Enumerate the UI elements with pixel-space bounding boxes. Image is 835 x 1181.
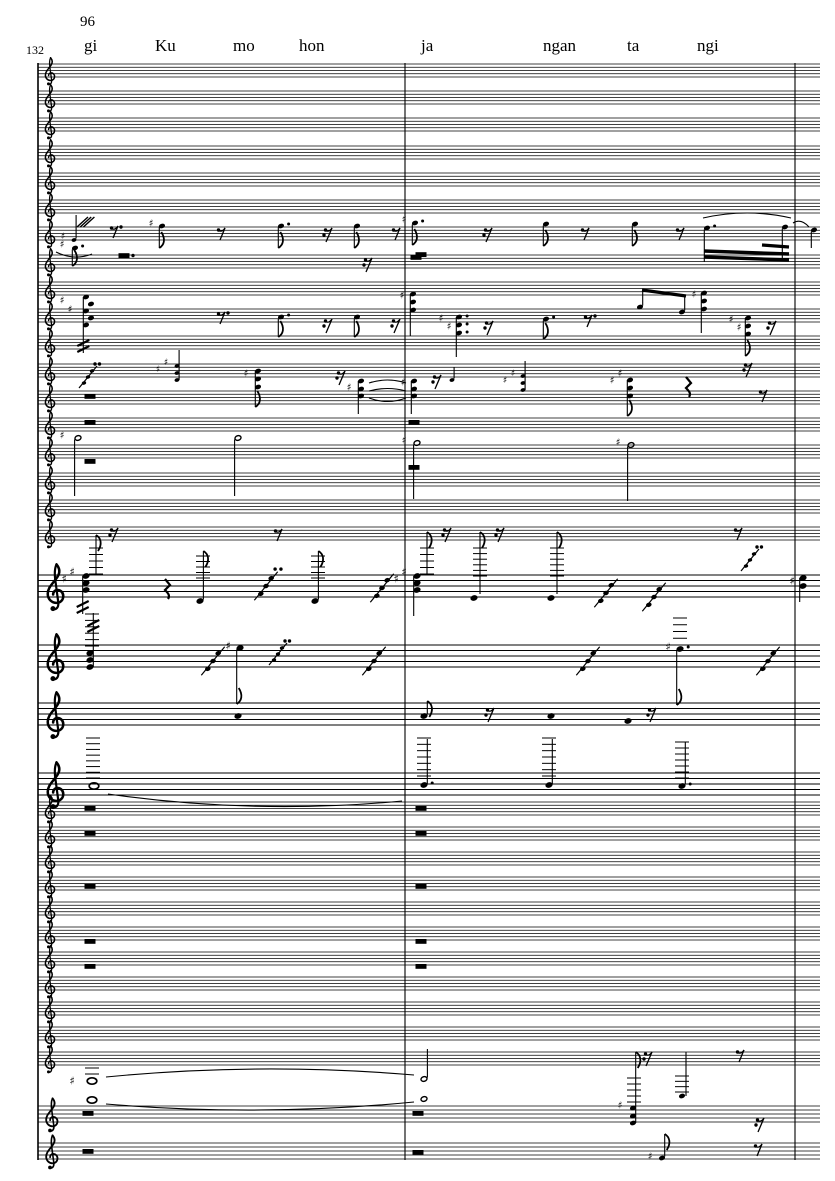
treble-clef-icon — [48, 692, 64, 739]
treble-clef-icon — [45, 330, 54, 358]
flag — [627, 400, 632, 416]
lyric-syllable: hon — [299, 36, 325, 55]
staff — [38, 946, 820, 974]
flag — [632, 230, 637, 246]
notehead — [87, 301, 94, 307]
flag — [636, 1052, 641, 1068]
whole-measure-rest — [85, 806, 96, 811]
treble-clef-icon — [46, 1098, 57, 1132]
lyric-syllable: ngi — [697, 36, 719, 55]
eighth-rest — [584, 228, 589, 240]
whole-measure-rest — [83, 1149, 94, 1154]
treble-clef-icon — [45, 521, 54, 549]
notehead — [74, 435, 81, 441]
sharp-accidental: ♯ — [510, 369, 516, 379]
treble-clef-icon — [45, 112, 54, 140]
staff — [38, 871, 820, 899]
rest-dot — [766, 326, 769, 329]
tie — [703, 213, 791, 218]
lyric-syllable: gi — [84, 36, 98, 55]
flag — [278, 321, 283, 337]
staff — [38, 896, 820, 924]
staff — [38, 112, 820, 140]
sharp-accidental: ♯ — [400, 377, 406, 389]
tie — [106, 1069, 414, 1077]
sharp-accidental: ♯ — [59, 295, 65, 307]
measure-number: 132 — [26, 43, 44, 57]
augmentation-dot — [81, 245, 84, 248]
staff — [38, 439, 820, 467]
beam — [762, 245, 789, 247]
augmentation-dot — [687, 646, 690, 649]
rest-dot — [484, 713, 487, 716]
rest-dot — [119, 225, 122, 228]
rest-dot — [273, 567, 276, 570]
rest-dot — [322, 324, 325, 327]
rest-dot — [108, 533, 111, 536]
augmentation-dot — [287, 223, 290, 226]
treble-clef-icon — [45, 140, 54, 168]
sharp-accidental: ♯ — [393, 572, 399, 586]
sharp-accidental: ♯ — [69, 1074, 75, 1088]
treble-clef-icon — [45, 1046, 54, 1074]
whole-measure-rest — [83, 1111, 94, 1116]
notehead — [678, 1093, 685, 1099]
sharp-accidental: ♯ — [243, 368, 249, 380]
beam — [704, 251, 789, 254]
whole-measure-rest — [413, 1150, 424, 1155]
augmentation-dot — [466, 315, 469, 318]
staff — [38, 412, 820, 440]
sharp-accidental: ♯ — [736, 322, 742, 334]
eighth-rest — [113, 226, 118, 238]
rest-dot — [482, 233, 485, 236]
tie — [56, 252, 92, 257]
notehead — [420, 1076, 427, 1082]
sharp-accidental: ♯ — [691, 289, 697, 301]
treble-clef-icon — [45, 85, 54, 113]
eighth-rest — [737, 528, 742, 540]
whole-measure-rest — [416, 831, 427, 836]
lyric-syllable: ja — [421, 36, 434, 55]
rest-dot — [283, 639, 286, 642]
flag — [543, 323, 548, 339]
rest-dot — [131, 254, 134, 257]
whole-measure-rest — [409, 465, 420, 470]
treble-clef-icon — [46, 1135, 57, 1169]
treble-clef-icon — [45, 946, 54, 974]
sharp-accidental: ♯ — [155, 365, 161, 375]
eighth-rest — [277, 529, 282, 541]
treble-clef-icon — [45, 276, 54, 304]
rest-dot — [642, 1057, 645, 1060]
staff — [38, 58, 820, 86]
staff — [38, 921, 820, 949]
staff — [38, 634, 820, 681]
treble-clef-icon — [45, 871, 54, 899]
flag — [318, 551, 323, 567]
rest-dot — [441, 533, 444, 536]
rest-dot — [593, 314, 596, 317]
augmentation-dot — [421, 220, 424, 223]
treble-clef-icon — [45, 821, 54, 849]
whole-measure-rest — [85, 964, 96, 969]
notehead — [234, 712, 243, 719]
sharp-accidental: ♯ — [148, 218, 154, 230]
whole-measure-rest — [416, 939, 427, 944]
rest-dot — [754, 1123, 757, 1126]
sharp-accidental: ♯ — [346, 382, 352, 394]
treble-clef-icon — [45, 996, 54, 1024]
sharp-accidental: ♯ — [502, 376, 508, 386]
rest-dot — [755, 545, 758, 548]
rest-dot — [362, 263, 365, 266]
lyric-syllable: Ku — [155, 36, 176, 55]
sharp-accidental: ♯ — [789, 574, 795, 588]
sharp-accidental: ♯ — [665, 640, 671, 654]
sharp-accidental: ♯ — [728, 314, 734, 326]
whole-measure-rest — [85, 394, 96, 399]
staff — [38, 467, 820, 495]
flag — [255, 391, 260, 407]
sharp-accidental: ♯ — [67, 304, 73, 316]
treble-clef-icon — [45, 303, 54, 331]
treble-clef-icon — [45, 896, 54, 924]
treble-clef-icon — [45, 921, 54, 949]
rest-dot — [335, 376, 338, 379]
augmentation-dot — [466, 323, 469, 326]
staff — [38, 249, 820, 277]
treble-clef-icon — [45, 494, 54, 522]
whole-measure-rest — [416, 884, 427, 889]
sharp-accidental: ♯ — [225, 639, 231, 653]
staff — [38, 218, 820, 249]
lyric-syllable: ngan — [543, 36, 577, 55]
sharp-accidental: ♯ — [446, 321, 452, 333]
flag — [203, 551, 208, 567]
notehead — [234, 435, 241, 441]
augmentation-dot — [713, 225, 716, 228]
rest-dot — [288, 639, 291, 642]
notehead — [547, 712, 556, 719]
staff — [38, 382, 820, 413]
augmentation-dot — [287, 314, 290, 317]
sharp-accidental: ♯ — [60, 232, 66, 242]
staff — [38, 140, 820, 168]
staff — [38, 494, 820, 522]
treble-clef-icon — [45, 358, 54, 386]
rest-dot — [646, 713, 649, 716]
rest-dot — [390, 324, 393, 327]
staff — [38, 1098, 820, 1132]
whole-measure-rest — [416, 806, 427, 811]
sharp-accidental: ♯ — [617, 1100, 623, 1112]
sharp-accidental: ♯ — [401, 565, 407, 579]
sharp-accidental: ♯ — [69, 565, 75, 579]
sharp-accidental: ♯ — [617, 368, 623, 380]
treble-clef-icon — [45, 971, 54, 999]
notehead — [470, 594, 479, 601]
rest-dot — [322, 233, 325, 236]
rest-dot — [742, 368, 745, 371]
eighth-rest — [757, 1144, 762, 1156]
staff — [38, 1021, 820, 1049]
tie — [108, 794, 402, 807]
staff — [38, 303, 820, 331]
rest-dot — [760, 545, 763, 548]
treble-clef-icon — [45, 846, 54, 874]
rest-dot — [483, 326, 486, 329]
sharp-accidental: ♯ — [61, 572, 67, 586]
flag — [354, 321, 359, 337]
staff — [38, 846, 820, 874]
lyric-syllable: ta — [627, 36, 640, 55]
eighth-rest — [220, 228, 225, 240]
sharp-accidental: ♯ — [438, 313, 444, 325]
whole-measure-rest — [85, 884, 96, 889]
whole-measure-rest — [85, 459, 96, 464]
staff — [38, 564, 820, 611]
staff — [38, 167, 820, 195]
staff — [38, 1046, 820, 1074]
flag — [665, 1134, 670, 1150]
treble-clef-icon — [48, 634, 64, 681]
augmentation-dot — [466, 331, 469, 334]
staff — [38, 996, 820, 1024]
staff — [38, 971, 820, 999]
treble-clef-icon — [45, 385, 54, 413]
sharp-accidental: ♯ — [399, 290, 405, 302]
staff — [38, 330, 820, 358]
quarter-rest — [165, 579, 170, 599]
whole-measure-rest — [85, 831, 96, 836]
whole-measure-rest — [416, 964, 427, 969]
treble-clef-icon — [45, 412, 54, 440]
augmentation-dot — [689, 783, 692, 786]
beam — [704, 257, 789, 260]
augmentation-dot — [431, 782, 434, 785]
staff — [38, 821, 820, 849]
page-number: 96 — [80, 14, 95, 30]
whole-measure-rest — [413, 1111, 424, 1116]
whole-measure-rest — [85, 939, 96, 944]
rest-dot — [93, 362, 96, 365]
flag — [543, 230, 548, 246]
rest-dot — [279, 567, 282, 570]
treble-clef-icon — [45, 221, 54, 249]
half-rest — [119, 253, 130, 258]
staff — [38, 1135, 820, 1169]
staff — [38, 85, 820, 113]
eighth-rest — [587, 315, 592, 327]
notehead — [420, 1096, 427, 1102]
sharp-accidental: ♯ — [163, 358, 169, 368]
notehead — [547, 594, 556, 601]
rest-dot — [431, 380, 434, 383]
whole-measure-rest — [85, 420, 96, 425]
sharp-accidental: ♯ — [401, 214, 407, 226]
sharp-accidental: ♯ — [401, 435, 407, 447]
augmentation-dot — [552, 316, 555, 319]
rest-dot — [494, 533, 497, 536]
treble-clef-icon — [45, 167, 54, 195]
sharp-accidental: ♯ — [615, 437, 621, 449]
eighth-rest — [395, 228, 400, 240]
sharp-accidental: ♯ — [59, 239, 65, 251]
whole-measure-rest — [409, 420, 420, 425]
flag — [96, 535, 101, 551]
rest-dot — [226, 311, 229, 314]
treble-clef-icon — [45, 58, 54, 86]
whole-notehead — [87, 1078, 97, 1084]
whole-notehead — [87, 1097, 97, 1103]
treble-clef-icon — [45, 249, 54, 277]
eighth-rest — [679, 228, 684, 240]
sharp-accidental: ♯ — [59, 430, 65, 442]
lyric-syllable: mo — [233, 36, 255, 55]
whole-measure-rest — [411, 255, 422, 260]
sharp-accidental: ♯ — [647, 1151, 653, 1163]
rest-dot — [98, 362, 101, 365]
notehead — [624, 717, 633, 724]
sharp-accidental: ♯ — [609, 375, 615, 387]
flag — [237, 688, 242, 704]
treble-clef-icon — [45, 1021, 54, 1049]
treble-clef-icon — [45, 439, 54, 467]
treble-clef-icon — [45, 467, 54, 495]
staff — [38, 194, 820, 222]
eighth-rest — [762, 390, 767, 402]
treble-clef-icon — [45, 194, 54, 222]
treble-clef-icon — [48, 564, 67, 611]
